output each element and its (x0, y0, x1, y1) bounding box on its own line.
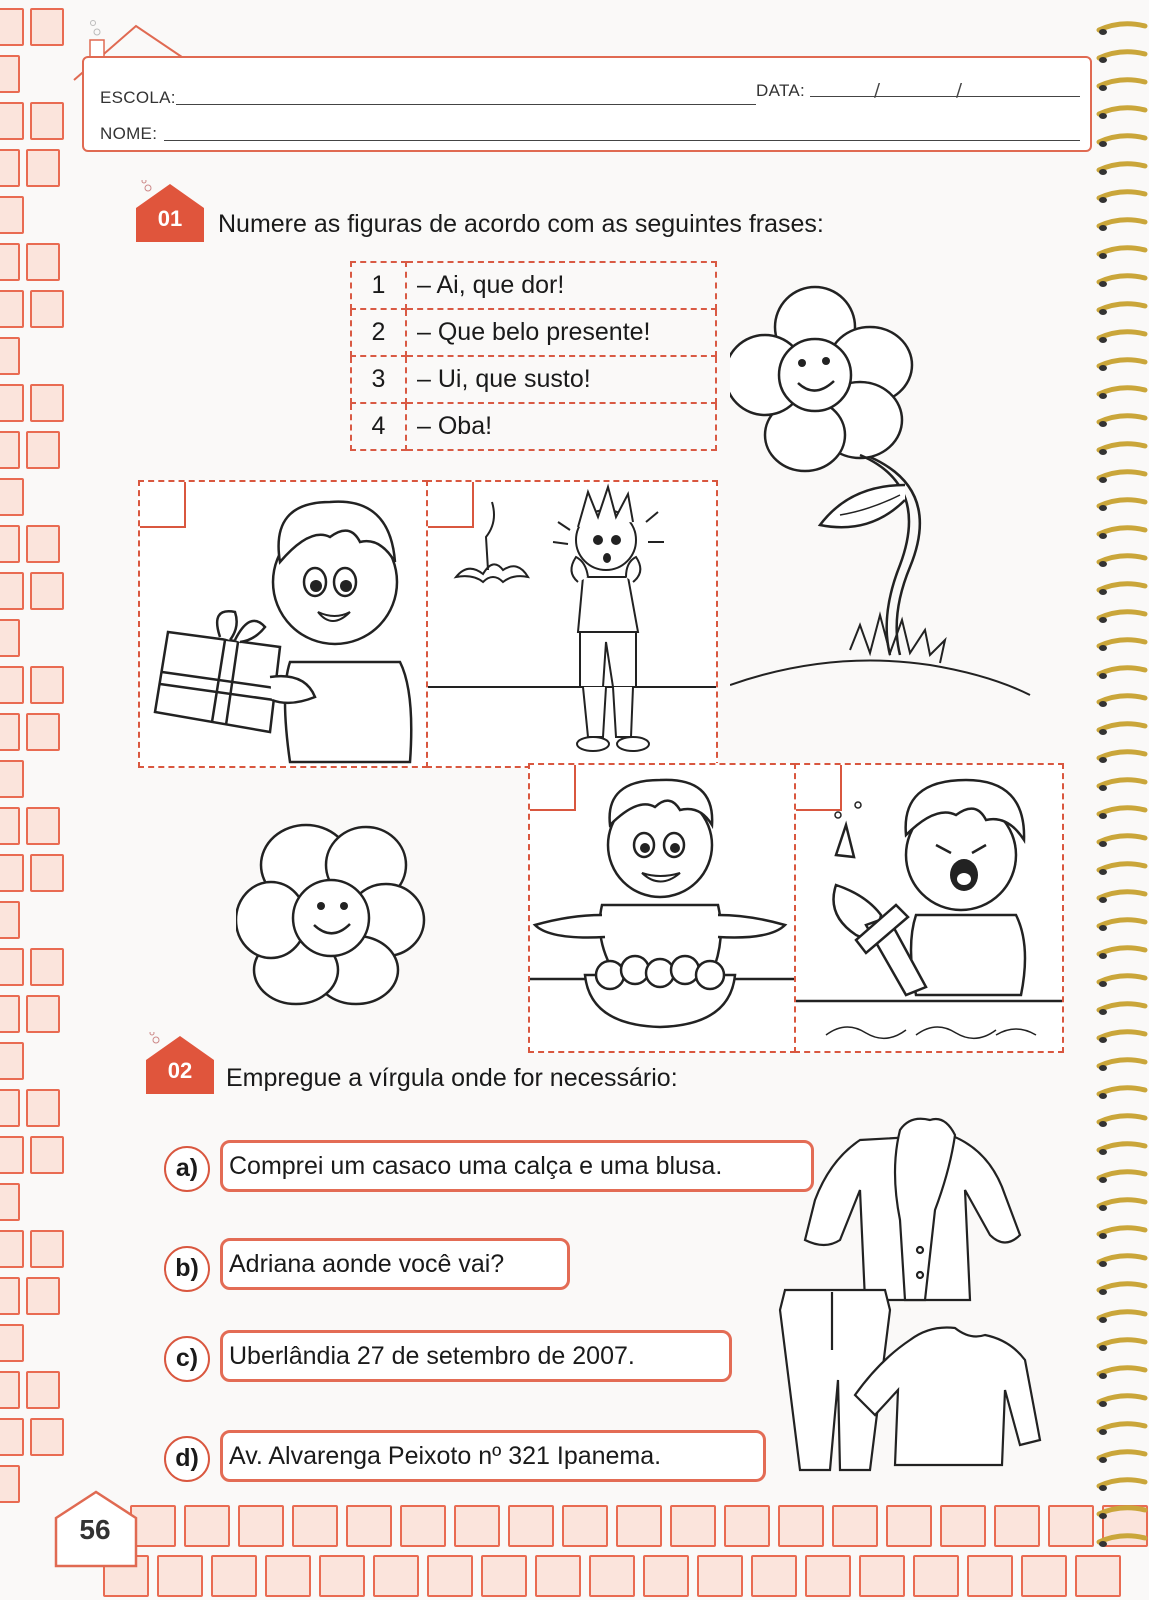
spiral-coil (1099, 1312, 1145, 1318)
punch-hole (1099, 1177, 1107, 1183)
spiral-coil (1099, 780, 1145, 786)
spiral-coil (1099, 1536, 1145, 1542)
picture-frame-scared (426, 480, 718, 768)
brick (0, 572, 24, 610)
punch-hole (1099, 113, 1107, 119)
phrase-number: 3 (351, 356, 406, 403)
phrase-text: – Oba! (406, 403, 716, 450)
phrase-row (351, 403, 716, 450)
spiral-coil (1099, 640, 1145, 646)
sentence-d[interactable]: Av. Alvarenga Peixoto nº 321 Ipanema. (220, 1430, 766, 1482)
brick (535, 1555, 581, 1597)
spiral-coil (1099, 444, 1145, 450)
spiral-coil (1099, 668, 1145, 674)
brick (643, 1555, 689, 1597)
brick (26, 713, 60, 751)
item-letter-a: a) (164, 1146, 210, 1192)
picture-frame-happy (528, 763, 796, 1053)
brick (26, 525, 60, 563)
brick (886, 1505, 932, 1547)
phrase-row (351, 356, 716, 403)
punch-hole (1099, 729, 1107, 735)
spiral-coil (1099, 80, 1145, 86)
brick (751, 1555, 797, 1597)
punch-hole (1099, 757, 1107, 763)
brick (26, 995, 60, 1033)
item-letter-d: d) (164, 1436, 210, 1482)
spiral-coil (1099, 1060, 1145, 1066)
spiral-coil (1099, 920, 1145, 926)
spiral-coil (1099, 976, 1145, 982)
brick (30, 854, 64, 892)
punch-hole (1099, 1401, 1107, 1407)
spiral-coil (1099, 1172, 1145, 1178)
brick (26, 149, 60, 187)
item-letter-c: c) (164, 1336, 210, 1382)
spiral-coil (1099, 1284, 1145, 1290)
spiral-coil (1099, 1452, 1145, 1458)
picture-frame-gift (138, 480, 428, 768)
punch-hole (1099, 673, 1107, 679)
punch-hole (1099, 449, 1107, 455)
punch-hole (1099, 29, 1107, 35)
punch-hole (1099, 1317, 1107, 1323)
punch-hole (1099, 1345, 1107, 1351)
spiral-coil (1099, 416, 1145, 422)
brick (859, 1555, 905, 1597)
punch-hole (1099, 533, 1107, 539)
spiral-coil (1099, 248, 1145, 254)
spiral-coil (1099, 1340, 1145, 1346)
punch-hole (1099, 953, 1107, 959)
name-field[interactable] (164, 140, 1080, 141)
answer-box[interactable] (140, 482, 186, 528)
brick (670, 1505, 716, 1547)
date-label: DATA: (756, 81, 806, 100)
brick (26, 1089, 60, 1127)
exercise-2-number: 02 (167, 1058, 193, 1083)
punch-hole (1099, 365, 1107, 371)
brick (30, 102, 64, 140)
punch-hole (1099, 841, 1107, 847)
punch-hole (1099, 701, 1107, 707)
punch-hole (1099, 561, 1107, 567)
date-field[interactable] (810, 96, 1080, 97)
punch-hole (1099, 337, 1107, 343)
spiral-coil (1099, 192, 1145, 198)
brick (319, 1555, 365, 1597)
brick-border-left (0, 0, 80, 1600)
brick (562, 1505, 608, 1547)
brick (373, 1555, 419, 1597)
punch-hole (1099, 281, 1107, 287)
punch-hole (1099, 1373, 1107, 1379)
spiral-coil (1099, 360, 1145, 366)
punch-hole (1099, 393, 1107, 399)
spiral-coil (1099, 108, 1145, 114)
spiral-coil (1099, 528, 1145, 534)
brick (508, 1505, 554, 1547)
punch-hole (1099, 57, 1107, 63)
spiral-coil (1099, 1116, 1145, 1122)
spiral-coil (1099, 1032, 1145, 1038)
punch-hole (1099, 309, 1107, 315)
brick (30, 290, 64, 328)
brick (0, 1136, 24, 1174)
spiral-coil (1099, 388, 1145, 394)
brick (778, 1505, 824, 1547)
punch-hole (1099, 1065, 1107, 1071)
spiral-coil (1099, 276, 1145, 282)
brick (1048, 1505, 1094, 1547)
punch-hole (1099, 869, 1107, 875)
punch-hole (1099, 589, 1107, 595)
spiral-coil (1099, 1368, 1145, 1374)
brick (0, 1465, 20, 1503)
punch-hole (1099, 1093, 1107, 1099)
brick (454, 1505, 500, 1547)
brick (0, 243, 20, 281)
brick (0, 478, 24, 516)
brick (967, 1555, 1013, 1597)
school-field[interactable] (176, 104, 756, 105)
brick (0, 1183, 20, 1221)
spiral-coil (1099, 948, 1145, 954)
brick (0, 995, 20, 1033)
phrase-text: – Ui, que susto! (406, 356, 716, 403)
spiral-coil (1099, 332, 1145, 338)
spiral-binding (1091, 0, 1149, 1600)
brick (0, 8, 24, 46)
punch-hole (1099, 1037, 1107, 1043)
phrase-table (350, 261, 717, 451)
spiral-coil (1099, 136, 1145, 142)
brick (0, 760, 24, 798)
punch-hole (1099, 169, 1107, 175)
brick (30, 666, 64, 704)
brick (0, 1371, 20, 1409)
brick (0, 525, 20, 563)
spiral-coil (1099, 1424, 1145, 1430)
punch-hole (1099, 197, 1107, 203)
punch-hole (1099, 1457, 1107, 1463)
spiral-coil (1099, 500, 1145, 506)
punch-hole (1099, 1009, 1107, 1015)
exercise-1-title: Numere as figuras de acordo com as seguintes frases: (218, 210, 824, 238)
brick (0, 1089, 20, 1127)
brick (0, 102, 24, 140)
spiral-coil (1099, 836, 1145, 842)
phrase-row (351, 262, 716, 309)
spiral-coil (1099, 1480, 1145, 1486)
name-label: NOME: (100, 124, 158, 143)
spiral-coil (1099, 52, 1145, 58)
brick (0, 854, 24, 892)
brick (346, 1505, 392, 1547)
spiral-coil (1099, 752, 1145, 758)
brick (994, 1505, 1040, 1547)
school-label: ESCOLA: (100, 88, 176, 107)
brick (0, 1230, 24, 1268)
smiling-flower-icon (730, 285, 1060, 725)
brick (238, 1505, 284, 1547)
brick (0, 149, 20, 187)
punch-hole (1099, 897, 1107, 903)
brick (1021, 1555, 1067, 1597)
brick (30, 8, 64, 46)
spiral-coil (1099, 24, 1145, 30)
brick (30, 1230, 64, 1268)
brick (0, 1418, 24, 1456)
punch-hole (1099, 1541, 1107, 1547)
answer-box[interactable] (428, 482, 474, 528)
answer-box[interactable] (530, 765, 576, 811)
punch-hole (1099, 85, 1107, 91)
spiral-coil (1099, 1004, 1145, 1010)
brick (0, 901, 20, 939)
spiral-coil (1099, 1256, 1145, 1262)
punch-hole (1099, 1485, 1107, 1491)
brick (265, 1555, 311, 1597)
spiral-coil (1099, 1088, 1145, 1094)
punch-hole (1099, 1149, 1107, 1155)
date-slash: / (956, 80, 963, 101)
punch-hole (1099, 1513, 1107, 1519)
brick (157, 1555, 203, 1597)
spiral-coil (1099, 164, 1145, 170)
brick (26, 1277, 60, 1315)
spiral-coil (1099, 1200, 1145, 1206)
spiral-coil (1099, 864, 1145, 870)
brick (30, 1136, 64, 1174)
spiral-coil (1099, 472, 1145, 478)
spiral-coil (1099, 1396, 1145, 1402)
punch-hole (1099, 1121, 1107, 1127)
spiral-coil (1099, 556, 1145, 562)
brick (30, 572, 64, 610)
student-info-header (82, 56, 1092, 152)
brick (184, 1505, 230, 1547)
brick (724, 1505, 770, 1547)
spiral-coil (1099, 1508, 1145, 1514)
punch-hole (1099, 1429, 1107, 1435)
brick (0, 337, 20, 375)
punch-hole (1099, 813, 1107, 819)
brick (0, 196, 24, 234)
brick (400, 1505, 446, 1547)
brick (616, 1505, 662, 1547)
spiral-coil (1099, 696, 1145, 702)
punch-hole (1099, 225, 1107, 231)
date-slash: / (874, 80, 881, 101)
brick (211, 1555, 257, 1597)
brick (0, 666, 24, 704)
brick (940, 1505, 986, 1547)
brick (589, 1555, 635, 1597)
punch-hole (1099, 981, 1107, 987)
punch-hole (1099, 253, 1107, 259)
brick (0, 55, 20, 93)
spiral-coil (1099, 220, 1145, 226)
brick (0, 1324, 24, 1362)
brick (913, 1555, 959, 1597)
sentence-a[interactable]: Comprei um casaco uma calça e uma blusa. (220, 1140, 814, 1192)
punch-hole (1099, 477, 1107, 483)
phrase-number: 2 (351, 309, 406, 356)
brick (26, 431, 60, 469)
spiral-coil (1099, 304, 1145, 310)
brick (0, 807, 20, 845)
punch-hole (1099, 785, 1107, 791)
phrase-text: – Que belo presente! (406, 309, 716, 356)
punch-hole (1099, 1233, 1107, 1239)
brick (26, 1371, 60, 1409)
spiral-coil (1099, 724, 1145, 730)
spiral-coil (1099, 1228, 1145, 1234)
brick (0, 713, 20, 751)
brick (0, 619, 20, 657)
sentence-b[interactable]: Adriana aonde você vai? (220, 1238, 570, 1290)
brick (30, 948, 64, 986)
smiling-flower-icon (236, 820, 426, 1010)
brick (30, 384, 64, 422)
phrase-row (351, 309, 716, 356)
phrase-number: 4 (351, 403, 406, 450)
punch-hole (1099, 1289, 1107, 1295)
phrase-number: 1 (351, 262, 406, 309)
brick (26, 807, 60, 845)
phrase-text: – Ai, que dor! (406, 262, 716, 309)
brick (0, 1277, 20, 1315)
punch-hole (1099, 645, 1107, 651)
sentence-c[interactable]: Uberlândia 27 de setembro de 2007. (220, 1330, 732, 1382)
brick (805, 1555, 851, 1597)
brick (481, 1555, 527, 1597)
brick (26, 243, 60, 281)
spiral-coil (1099, 892, 1145, 898)
brick (832, 1505, 878, 1547)
brick (292, 1505, 338, 1547)
brick (30, 1418, 64, 1456)
brick (427, 1555, 473, 1597)
brick (0, 431, 20, 469)
punch-hole (1099, 505, 1107, 511)
brick (0, 384, 24, 422)
spiral-coil (1099, 612, 1145, 618)
exercise-1-number: 01 (157, 206, 183, 231)
punch-hole (1099, 617, 1107, 623)
punch-hole (1099, 421, 1107, 427)
brick (0, 948, 24, 986)
punch-hole (1099, 141, 1107, 147)
spiral-coil (1099, 808, 1145, 814)
brick (0, 290, 24, 328)
punch-hole (1099, 1205, 1107, 1211)
page-number: 56 (79, 1514, 111, 1545)
item-letter-b: b) (164, 1246, 210, 1292)
clothes-illustration (770, 1110, 1060, 1490)
answer-box[interactable] (796, 765, 842, 811)
spiral-coil (1099, 1144, 1145, 1150)
picture-frame-hurt (794, 763, 1064, 1053)
brick-border-bottom (0, 1505, 1149, 1600)
exercise-2-title: Empregue a vírgula onde for necessário: (226, 1064, 678, 1092)
punch-hole (1099, 925, 1107, 931)
spiral-coil (1099, 584, 1145, 590)
brick (0, 1042, 24, 1080)
punch-hole (1099, 1261, 1107, 1267)
brick (697, 1555, 743, 1597)
